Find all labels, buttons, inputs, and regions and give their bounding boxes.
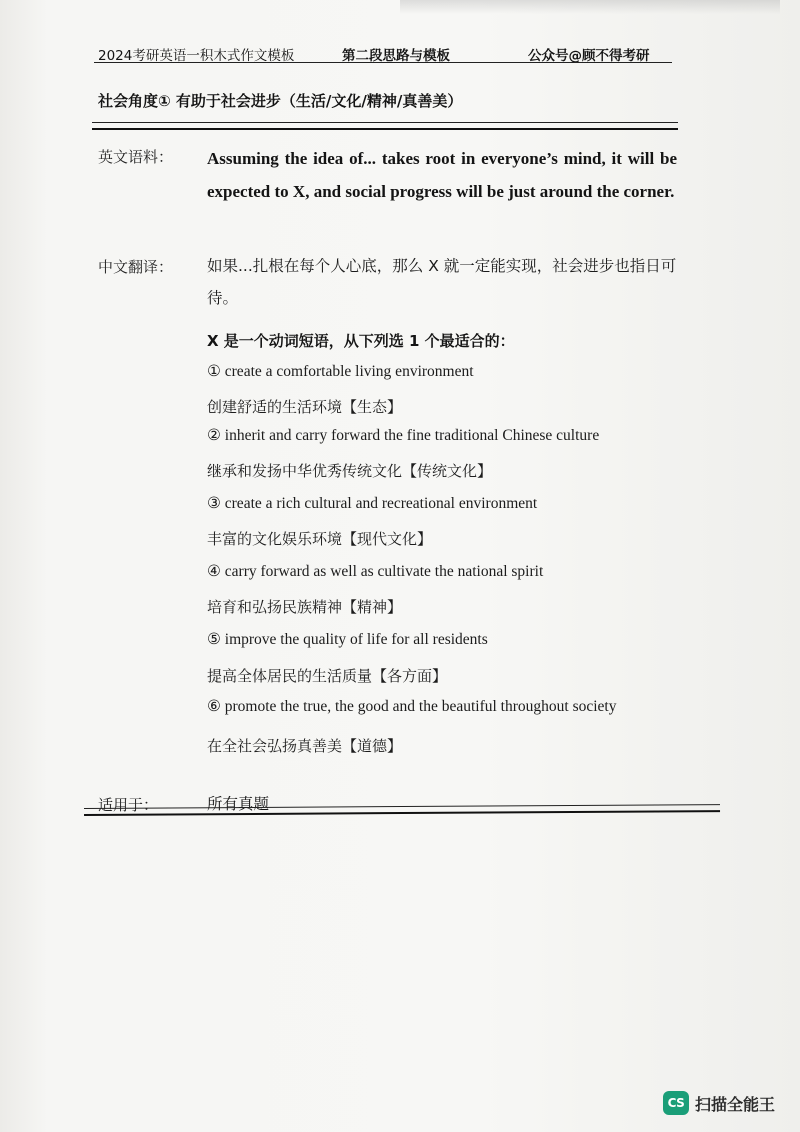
camscanner-logo-icon: CS — [663, 1091, 689, 1115]
english-label: 英文语料： — [98, 148, 174, 166]
options-intro: X 是一个动词短语，从下列选 1 个最适合的： — [207, 332, 515, 350]
top-double-rule — [92, 122, 678, 130]
option-zh-4: 培育和弘扬民族精神【精神】 — [207, 598, 403, 616]
option-en-5: ⑤ improve the quality of life for all residents — [207, 631, 488, 648]
option-zh-3: 丰富的文化娱乐环境【现代文化】 — [207, 530, 433, 548]
chinese-label: 中文翻译： — [98, 258, 174, 276]
scanner-watermark — [663, 1089, 775, 1117]
option-en-1: ① create a comfortable living environment — [207, 363, 474, 380]
option-en-2: ② inherit and carry forward the fine traditional Chinese culture — [207, 427, 600, 444]
option-zh-2: 继承和发扬中华优秀传统文化【传统文化】 — [207, 462, 493, 480]
option-en-6: ⑥ promote the true, the good and the beautiful throughout society — [207, 698, 617, 715]
watermark-text: 扫描全能王 — [695, 1094, 776, 1114]
header-left: 2024考研英语一积木式作文模板 — [98, 48, 295, 64]
applies-label: 适用于： — [98, 796, 159, 814]
option-en-3: ③ create a rich cultural and recreational environment — [207, 495, 538, 512]
option-zh-5: 提高全体居民的生活质量【各方面】 — [207, 667, 448, 685]
english-text: Assuming the idea of... takes root in everyone’s mind, it will be expected to X, and social progress will be just around the corner. — [207, 149, 677, 201]
option-en-4: ④ carry forward as well as cultivate the national spirit — [207, 563, 544, 580]
header-center: 第二段思路与模板 — [342, 48, 450, 64]
bottom-double-rule — [84, 804, 720, 816]
section-title: 社会角度① 有助于社会进步（生活/文化/精神/真善美） — [98, 92, 463, 110]
chinese-text: 如果...扎根在每个人心底，那么 X 就一定能实现，社会进步也指日可待。 — [207, 257, 677, 307]
option-zh-1: 创建舒适的生活环境【生态】 — [207, 398, 403, 416]
header-rule — [94, 62, 672, 63]
applies-value: 所有真题 — [207, 795, 270, 813]
page-header — [98, 44, 668, 64]
option-zh-6: 在全社会弘扬真善美【道德】 — [207, 737, 403, 755]
scan-shadow — [400, 0, 780, 14]
header-right: 公众号@顾不得考研 — [528, 48, 650, 64]
